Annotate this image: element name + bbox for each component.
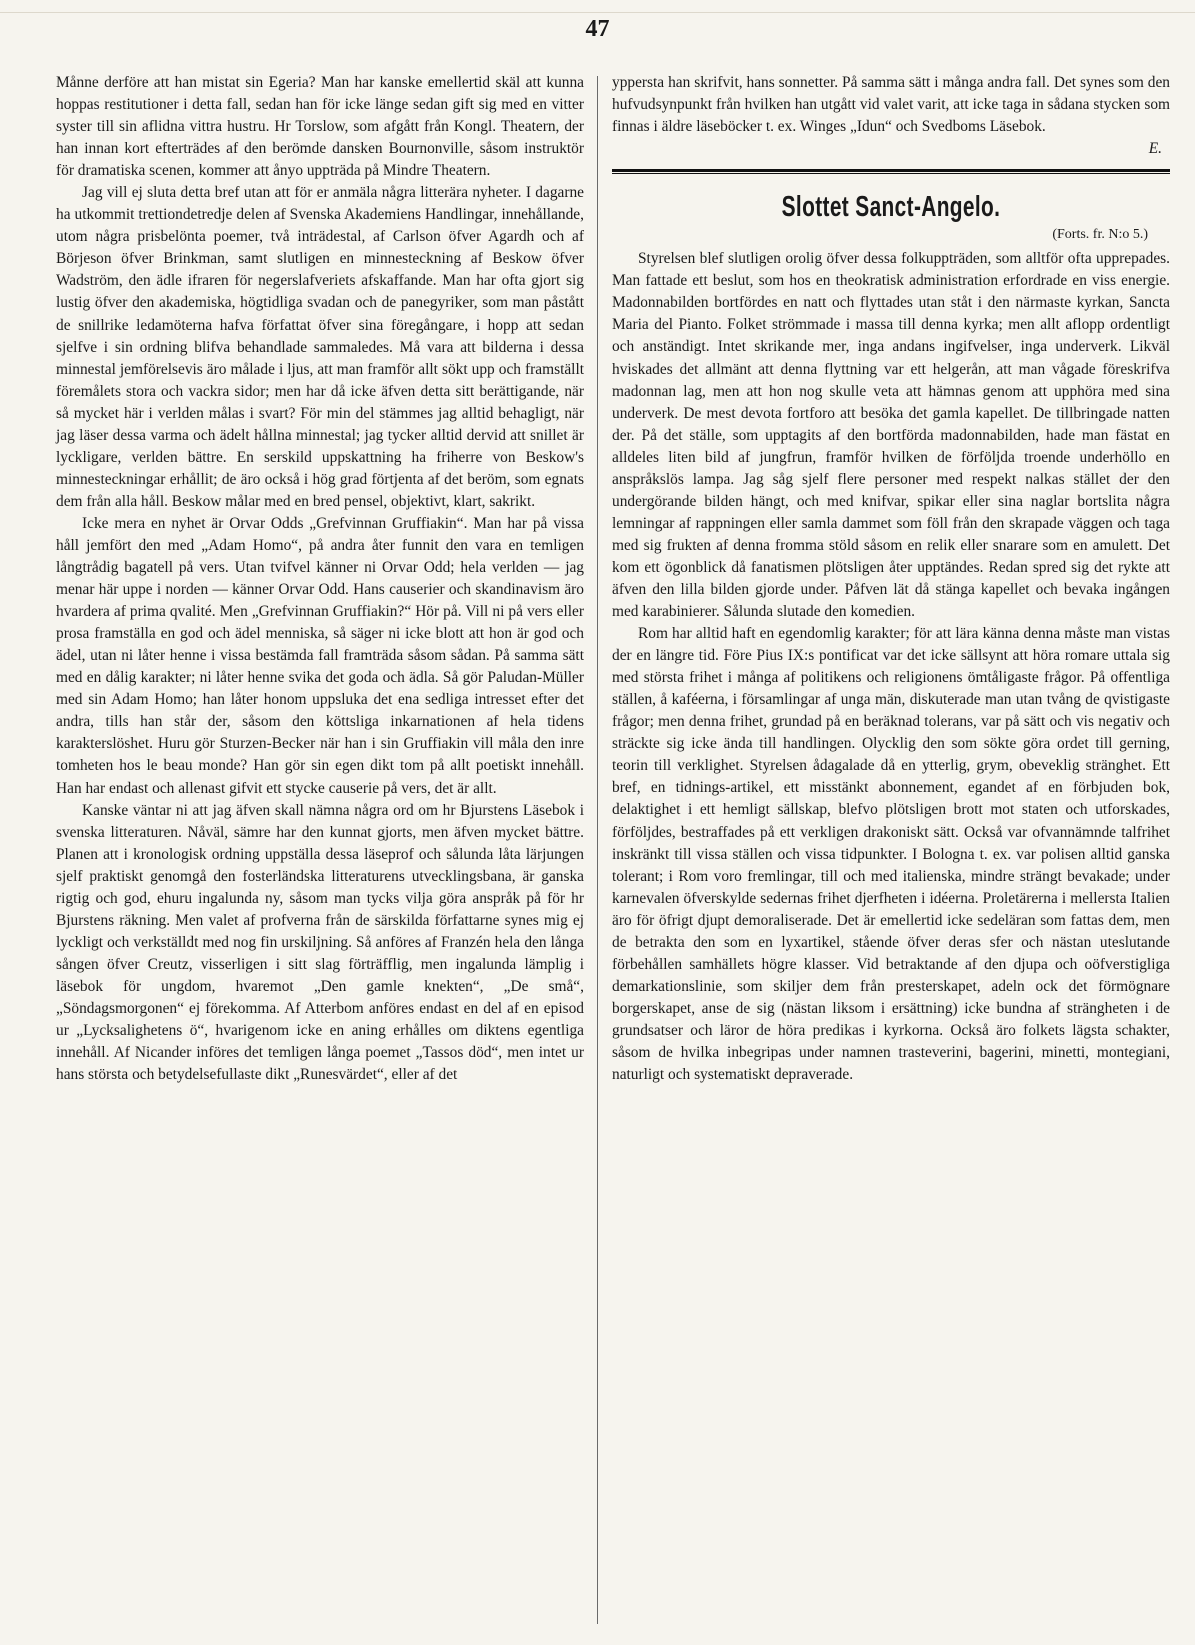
left-column bbox=[56, 72, 584, 1086]
right-column bbox=[612, 72, 1170, 1086]
left-paragraph-4: Kanske väntar ni att jag äfven skall nämna några ord om hr Bjurstens Läsebok i svenska litteraturen. Nåväl, sämre har den kunnat gjorts, men äfven mycket bättre. Planen att i kronologisk ordning uppställa dessa läseprof och sålunda låta lärjungen sjelf praktiskt genomgå den fosterländska litteraturens utvecklingsbana, är ganska rigtig och god, ehuru ingalunda ny, såsom man tycks vilja göra anspråk på för hr Bjurstens räkning. Men valet af profverna från de särskilda författarne synes mig ej lyckligt och verkställdt med nog fin urskiljning. Så anföres af Franzén hela den långa sången öfver Creutz, visserligen i sitt slag förträfflig, men ingalunda lämplig i läsebok för ungdom, hvaremot „Den gamle knekten“, „De små“, „Söndagsmorgonen“ ej förekomma. Af Atterbom anföres endast en del af en episod ur „Lycksalighetens ö“, hvarigenom icke en aning erhålles om diktens egentliga innehåll. Af Nicander införes det temligen långa poemet „Tassos död“, men intet ur hans största och betydelsefullaste dikt „Runesvärdet“, eller af det bbox=[56, 801, 584, 1084]
continued-note: (Forts. fr. N:o 5.) bbox=[1052, 227, 1148, 243]
page-number: 47 bbox=[585, 16, 610, 42]
right-paragraph-1: Styrelsen blef slutligen orolig öfver dessa folkuppträden, som alltför ofta upprepades. Man fattade ett beslut, som hos en theokratisk administration erfordrade en viss energie. Madonnabilden bortfördes en natt och flyttades utan ståt i den närmaste kyrkan, Sancta Maria del Pianto. Folket strömmade i massa till denna kyrka; men allt aflopp ordentligt och anständigt. Intet skrikande mer, inga andans ingifvelser, inga underverk. Likväl hviskades det allmänt att denna flyttning var ett helgerån, att man vågade föreskrifva madonnan lag, men att hon nog skulle veta att hämnas genom att upphöra med sina underverk. De mest devota fortforo att besöka det gamla kapellet. De tillbringade natten der. På det ställe, som upptagits af den bortförda madonnabilden, hade man fästat en alldeles liten bild af jungfrun, framför hvilken de förföljda troende underhöllo en anspråkslös lampa. Jag såg sjelf flere personer med respekt nalkas stället der den undergörande bilden hängt, och med knifvar, spikar eller sina naglar bortslita några lemningar af rappningen eller samla dammet som föll från den skrapade väggen och taga med sig frukten af denna fromma stöld såsom en relik eller snarare som en amulett. Det kom ett ögonblick då fanatismen plötsligen åter upptändes. Redan spred sig det rykte att äfven den lilla bilden gjorde under. Påfven lät då stänga kapellet och bevaka ingången med karabinierer. Sålunda slutade den komedien. bbox=[612, 250, 1170, 621]
article-title: Slottet Sanct-Angelo. bbox=[781, 191, 1001, 224]
right-continuation: yppersta han skrifvit, hans sonnetter. På samma sätt i många andra fall. Det synes som den hufvudsynpunkt från hvilken han utgått vid valet varit, att icke taga in sådana stycken som finnas i äldre läseböcker t. ex. Winges „Idun“ och Svedboms Läsebok. bbox=[612, 74, 1170, 136]
author-signature: E. bbox=[1148, 140, 1162, 158]
scan-edge bbox=[0, 12, 1195, 13]
left-paragraph-1: Månne derföre att han mistat sin Egeria? Man har kanske emellertid skäl att kunna hoppas restitutioner i detta fall, sedan han för icke länge sedan gift sig med en vitter syster till sin aflidna vittra hustru. Hr Torslow, som afgått från Kongl. Theatern, der han innan kort efterträdes af den berömde dansken Bournonville, såsom instruktör för dramatiska scenen, kommer att ånyo uppträda på Mindre Theatern. bbox=[56, 74, 584, 180]
right-paragraph-2: Rom har alltid haft en egendomlig karakter; för att lära känna denna måste man vistas der en längre tid. Före Pius IX:s pontificat var det icke sällsynt att höra romare uttala sig med största frihet i många af politikens och religionens ömtåligaste frågor. På offentliga ställen, å kaféerna, i församlingar af unga män, diskuterade man utan tvång de qvistigaste frågor; men denna frihet, grundad på en beräknad tolerans, var på sätt och vis negativ och sträckte sig icke ända till handlingen. Olycklig den som sökte göra ordet till gerning, teorin till verklighet. Styrelsen ådagalade då en ytterlig, grym, obeveklig stränghet. Ett bref, en tidnings-artikel, ett misstänkt abonnement, egandet af en förbjuden bok, delaktighet i ett hemligt sällskap, blefvo plötsligen brott mot staten och utforskades, förföljdes, bestraffades på ett verkligen drakoniskt sätt. Också var ofvannämnde talfrihet inskränkt till vissa ställen och vissa tidpunkter. I Bologna t. ex. var polisen alltid ganska tolerant; i Rom voro fremlingar, till och med italienska, mindre strängt bevakade; under karnevalen öfverskylde sedernas frihet djerfheten i idéerna. Proletärerna i mellersta Italien äro för öfrigt djupt demoraliserade. Det är emellertid icke sedeläran som fattas dem, men de betrakta den som en lyxartikel, stående öfver deras sfer och nästan uteslutande förbehållen samhällets högre klasser. Vid betraktande af den djupa och oöfverstigliga demarkationslinie, som skiljer dem från presterskapet, adeln ock det förmögnare borgerskapet, anse de sig (nästan liksom i ersättning) icke bundna af strängheten i de grundsatser och läror de höra predikas i kyrkorna. Också äro folkets lägsta schakter, såsom de hvilka inbegripas under namnen trasteverini, bagerini, minetti, montegiani, naturligt och systematiskt depraverade. bbox=[612, 625, 1170, 1084]
left-paragraph-2: Jag vill ej sluta detta bref utan att för er anmäla några litterära nyheter. I dagarne ha utkommit trettiondetredje delen af Svenska Akademiens Handlingar, innehållande, utom några prisbelönta poemer, två inträdestal, af Carlson öfver Agardh och af Börjeson öfver Brinkman, samt slutligen en minnesteckning af Beskow öfver Wadström, den ädle ifraren för negerslafveriets afskaffande. Man har ofta gjort sig lustig öfver den akademiska, högtidliga svadan och de panegyriker, som man påstått de snillrike ledamöterna hafva författat öfver sina föregångare, i hopp att sedan sjelfve i sin ordning blifva behandlade sammaledes. Må vara att bilderna i dessa minnestal jemförelsevis äro målade i ljus, att man framför allt sökt upp och framställt föremålets stora och vackra sidor; men har då icke äfven detta sitt berättigande, när så mycket här i verlden målas i svart? För min del stämmes jag alltid behagligt, när jag läser dessa varma och ädelt hållna minnestal; jag tycker alltid dervid att snillet är lyckligare, verlden bättre. En serskild uppskattning ha friherre von Beskow's minnesteckningar erhållit; de äro också i hög grad förtjenta af det beröm, som egnats dem från alla håll. Beskow målar med en bred pensel, objektivt, klart, sakrikt. bbox=[56, 184, 584, 510]
column-divider bbox=[597, 76, 598, 1624]
section-rule bbox=[612, 169, 1170, 174]
left-paragraph-3: Icke mera en nyhet är Orvar Odds „Grefvinnan Gruffiakin“. Man har på vissa håll jemfört den med „Adam Homo“, på andra åter funnit den vara en temligen långtrådig bagatell på vers. Utan tvifvel känner ni Orvar Odd; hela verlden — jag menar här uppe i norden — känner Orvar Odd. Hans causerier och skandinavism äro hvardera af prima qvalité. Men „Grefvinnan Gruffiakin?“ Hör på. Vill ni på vers eller prosa framställa en god och ädel menniska, så säger ni icke blott att hon är god och ädel, utan ni låter henne i vissa bestämda fall framträda såsom sådan. På samma sätt med en dålig karakter; ni låter henne svika det goda och ädla. Så gör Paludan-Müller med sin Adam Homo; han låter honom uppsluka det ena sedliga intresset efter det andra, tills han står der, såsom den köttsliga inkarnationen af hela tidens karakterslöshet. Huru gör Sturzen-Becker när han i sin Gruffiakin vill måla den inre tomheten hos le beau monde? Han gör sin egen dikt tom på allt poetiskt innehåll. Han har endast och allenast gifvit ett stycke causerie på vers, det är allt. bbox=[56, 514, 584, 797]
